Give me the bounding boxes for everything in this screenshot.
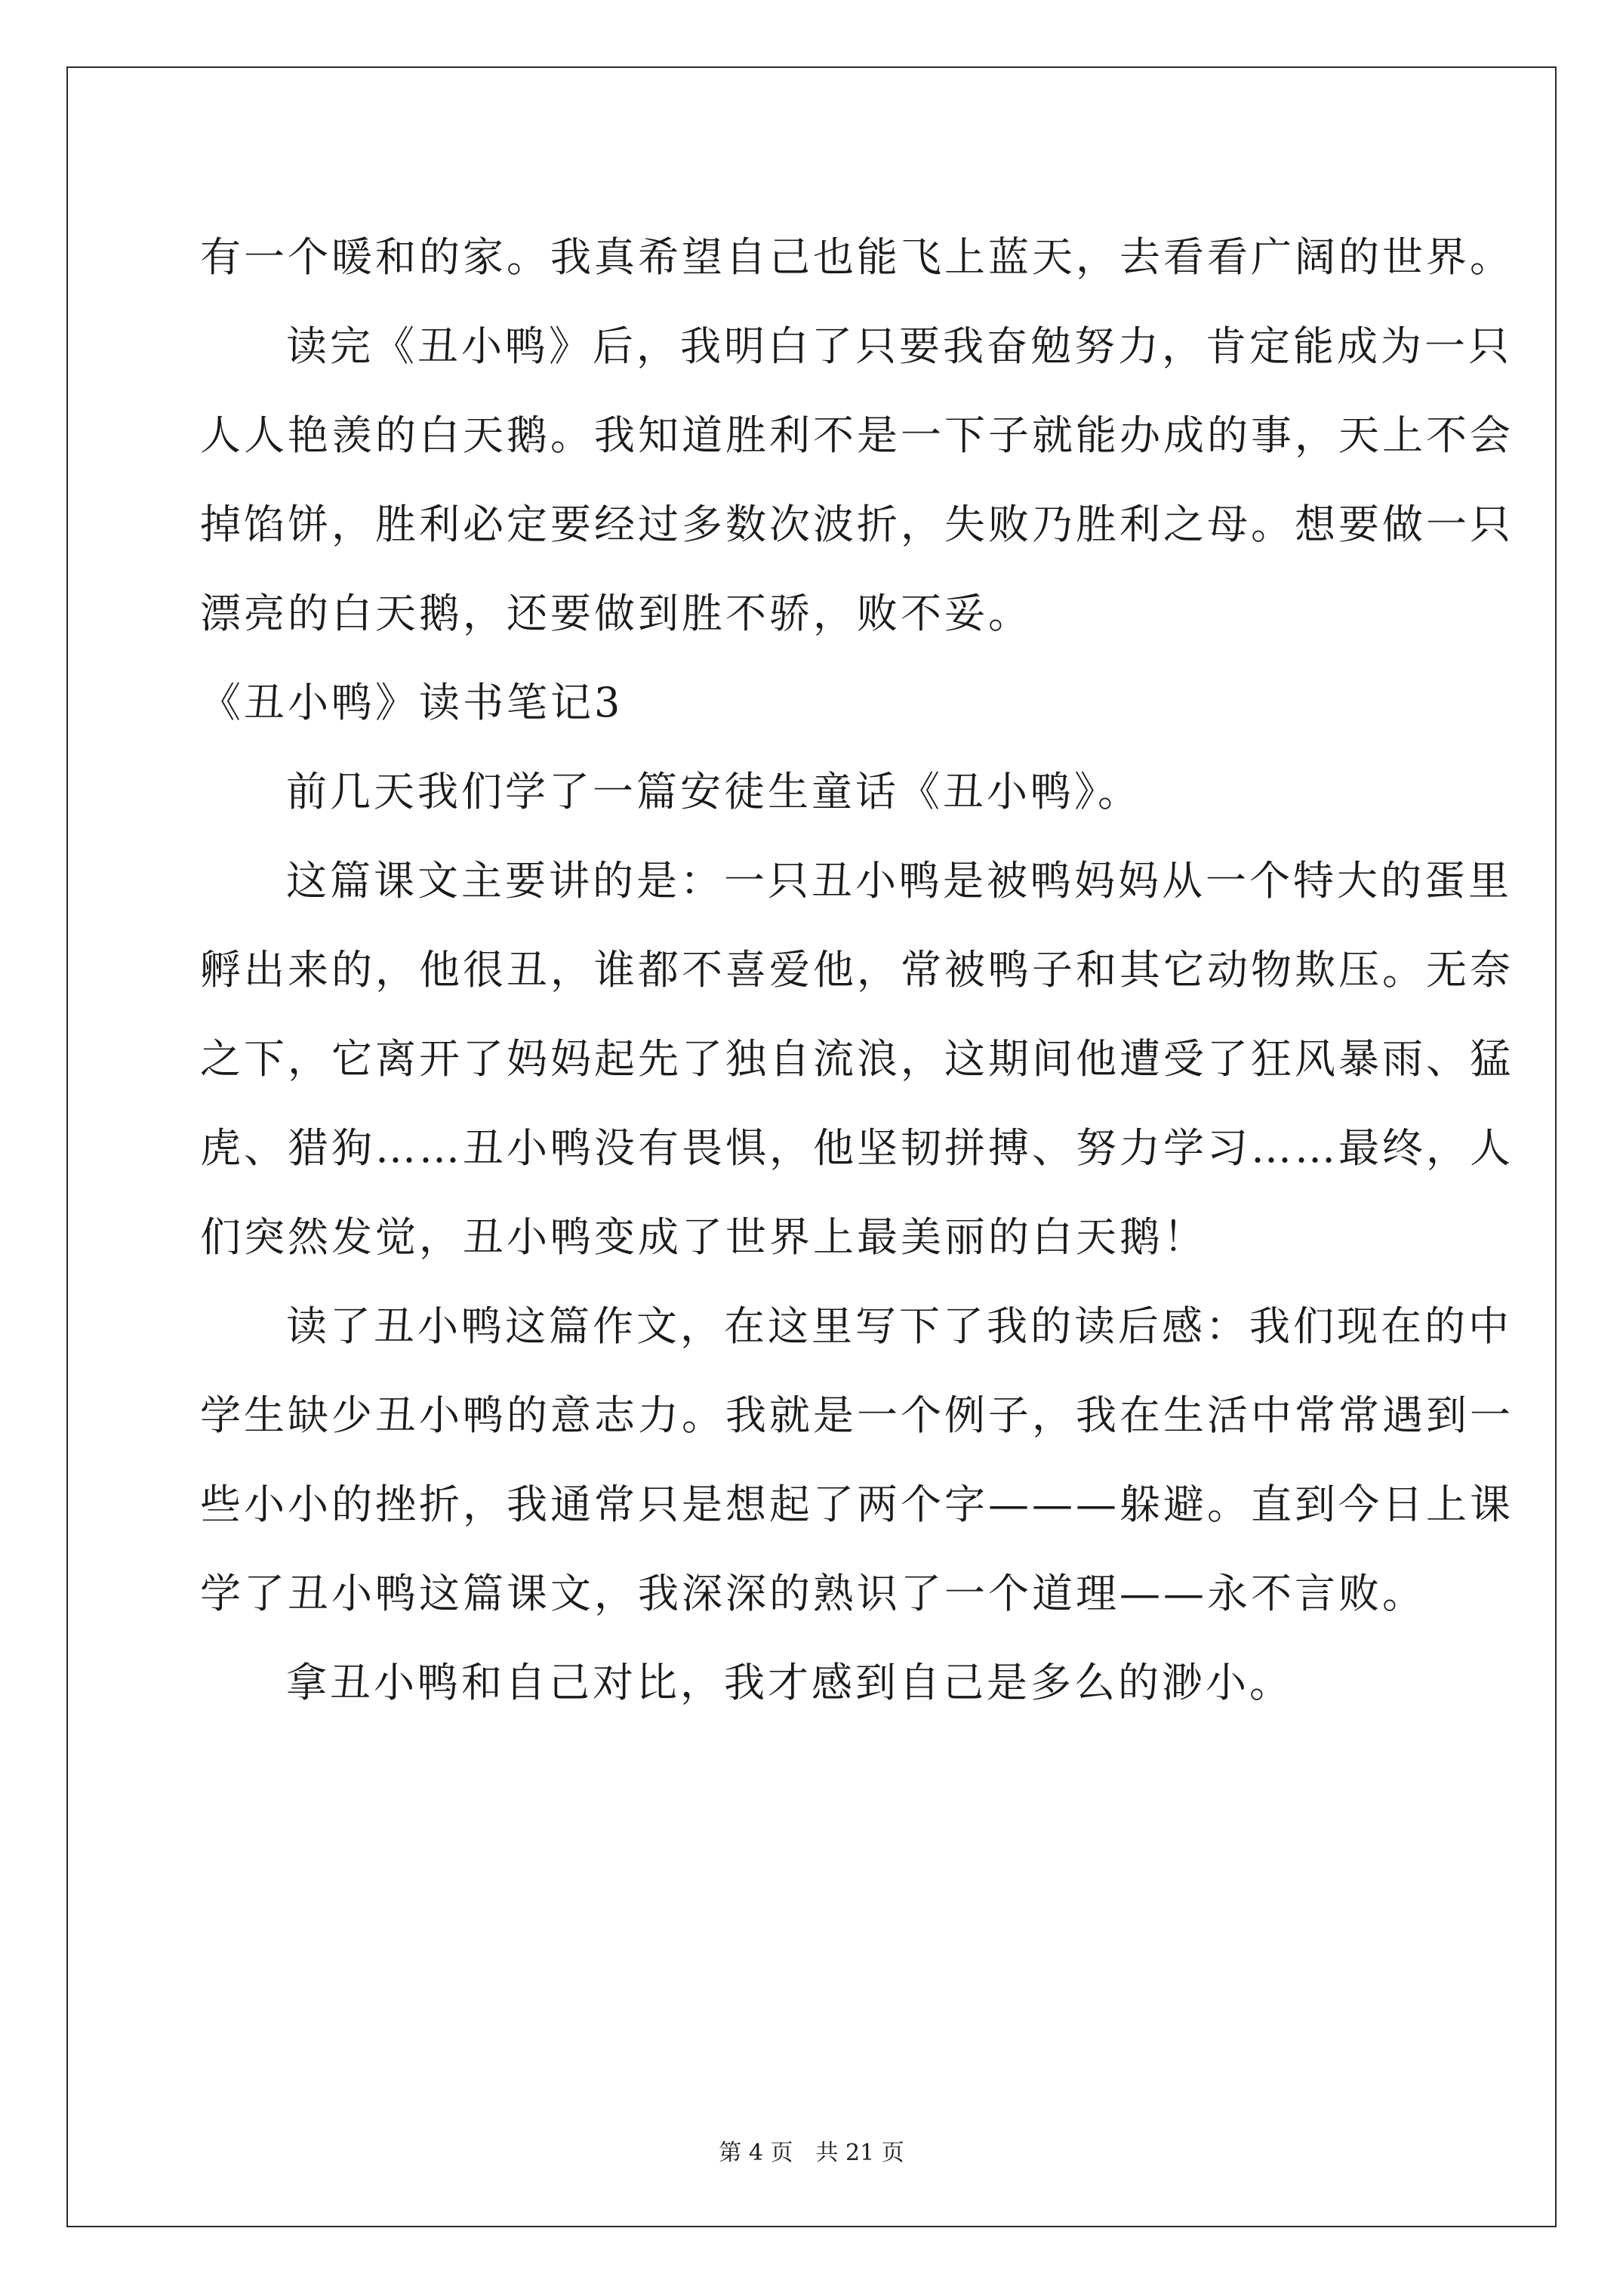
- section-heading: 《丑小鸭》读书笔记3: [200, 679, 624, 726]
- paragraph-start-line: 拿丑小鸭和自己对比，我才感到自己是多么的渺小。: [286, 1659, 1293, 1706]
- document-body: [200, 213, 1514, 1727]
- text-line: 学生缺少丑小鸭的意志力。我就是一个例子，我在生活中常常遇到一: [200, 1391, 1514, 1439]
- text-line: 有一个暖和的家。我真希望自己也能飞上蓝天，去看看广阔的世界。: [200, 233, 1514, 281]
- text-line: 孵出来的，他很丑，谁都不喜爱他，常被鸭子和其它动物欺压。无奈: [200, 946, 1514, 994]
- paragraph-start-line: 前几天我们学了一篇安徒生童话《丑小鸭》。: [286, 768, 1141, 815]
- text-line: 虎、猎狗……丑小鸭没有畏惧，他坚韧拼搏、努力学习……最终，人: [200, 1124, 1514, 1172]
- page-number: 第 4 页 共 21 页: [719, 2140, 904, 2166]
- text-line: 们突然发觉，丑小鸭变成了世界上最美丽的白天鹅！: [200, 1213, 1207, 1261]
- paragraph-start-line: 读了丑小鸭这篇作文，在这里写下了我的读后感：我们现在的中: [286, 1302, 1512, 1350]
- paragraph-start-line: 这篇课文主要讲的是：一只丑小鸭是被鸭妈妈从一个特大的蛋里: [286, 857, 1512, 905]
- text-line: 漂亮的白天鹅，还要做到胜不骄，败不妥。: [200, 590, 1032, 637]
- text-line: 些小小的挫折，我通常只是想起了两个字———躲避。直到今日上课: [200, 1481, 1514, 1528]
- text-line: 人人艳羡的白天鹅。我知道胜利不是一下子就能办成的事，天上不会: [200, 411, 1514, 459]
- paragraph-start-line: 读完《丑小鸭》后，我明白了只要我奋勉努力，肯定能成为一只: [286, 322, 1512, 370]
- text-line: 学了丑小鸭这篇课文，我深深的熟识了一个道理——永不言败。: [200, 1570, 1426, 1617]
- text-line: 之下，它离开了妈妈起先了独自流浪，这期间他遭受了狂风暴雨、猛: [200, 1035, 1514, 1083]
- text-line: 掉馅饼，胜利必定要经过多数次波折，失败乃胜利之母。想要做一只: [200, 501, 1514, 548]
